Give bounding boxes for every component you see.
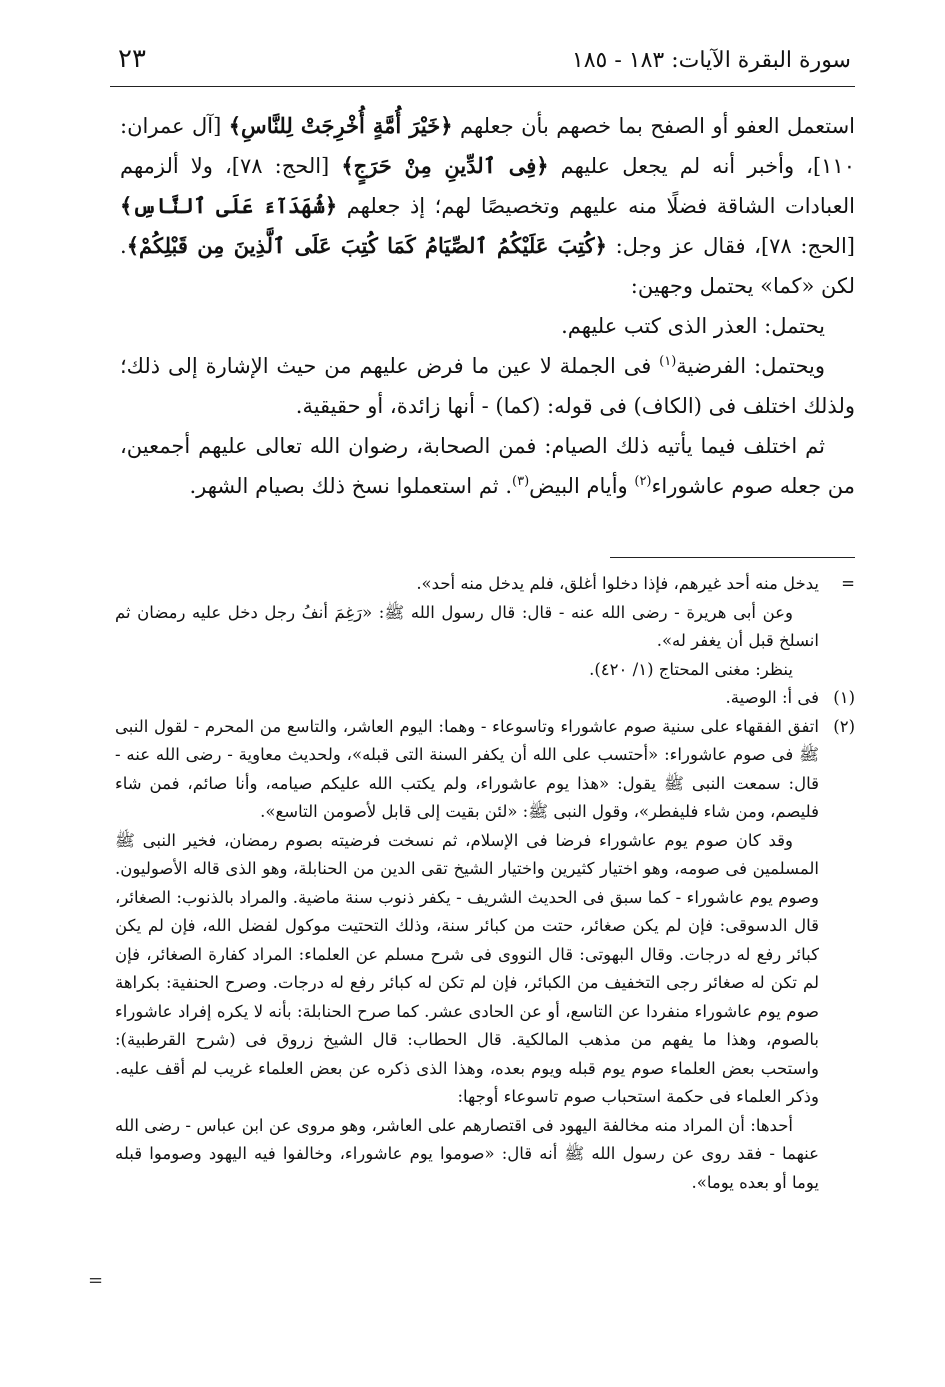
- text-run: فى الجملة لا عين ما فرض عليهم من حيث الإشارة إلى ذلك؛ ولذلك اختلف فى (الكاف) فى قوله: (كما) - أنها زائدة، أو حقيقية.: [120, 354, 855, 418]
- footnote-text: ينظر: مغنى المحتاج (١/ ٤٢٠).: [589, 659, 793, 679]
- quran-verse: ﴿كُتِبَ عَلَيْكُمُ ٱلصِّيَامُ كَمَا كُتِبَ عَلَى ٱلَّذِينَ مِن قَبْلِكُمْ﴾: [126, 233, 607, 258]
- footnote-text: يدخل منه أحد غيرهم، فإذا دخلوا أغلق، فلم يدخل منه أحد».: [416, 574, 819, 593]
- footnote-text: أحدها: أن المراد منه مخالفة اليهود فى اقتصارهم على العاشر، وهو مروى عن ابن عباس - رضى الله عنهما - فقد روى عن رسول الله ﷺ أنه قال: «صوموا يوم عاشوراء، وخالفوا فيه اليهود وصوموا قبله يوما أو بعده يوما».: [115, 1115, 819, 1192]
- footnote-divider: [610, 557, 855, 558]
- footnote-2-para-3: [115, 1112, 855, 1198]
- paragraph-1: [120, 106, 855, 306]
- paragraph-2: يحتمل: العذر الذى كتب عليهم.: [561, 314, 825, 338]
- text-run: وأيام البيض: [529, 474, 635, 498]
- quran-verse: ﴿شُهَدَآءَ عَلَى ٱلنَّاسِ﴾: [120, 193, 338, 218]
- footnote-continued-2: [115, 599, 855, 656]
- text-run: [الحج: ٧٨]، فقال عز وجل:: [606, 234, 855, 258]
- footnote-continued: [115, 570, 855, 599]
- footnote-ref[interactable]: (٣): [512, 474, 530, 489]
- paragraph-3: [120, 346, 855, 426]
- continuation-mark-bottom: =: [88, 1270, 104, 1291]
- footnote-number: (١): [833, 688, 855, 707]
- footnote-text: وعن أبى هريرة - رضى الله عنه - قال: قال رسول الله ﷺ: «رَغِمَ أنفُ رجل دخل عليه رمضان ثم انسلخ قبل أن يغفر له».: [115, 602, 819, 650]
- text-run: . لكن «كما» يحتمل وجهين:: [120, 234, 855, 298]
- footnote-2: [115, 713, 855, 827]
- footnote-ref[interactable]: (١): [659, 354, 677, 369]
- quran-verse: ﴿فِى ٱلدِّينِ مِنْ حَرَجٍ﴾: [341, 153, 549, 178]
- footnote-text: وقد كان صوم يوم عاشوراء فرضا فى الإسلام، ثم نسخت فرضيته بصوم رمضان، فخير النبى ﷺ المسلمين فى صومه، وهو اختيار كثيرين واختيار الشيخ تقى الدين من الحنابلة، وهو الذى قاله الأصوليون. وصوم يوم عاشوراء - كما سبق فى الحديث الشريف - يكفر ذنوب سنة ماضية. والمراد بالذنوب: الصغائر، قال الدسوقى: فإن لم يكن صغائر، حتت من كبائر سنة، وذلك التحتيت موكول لفضل الله، فإن لم يكن كبائر رفع له درجات. وقال البهوتى: قال النووى فى شرح مسلم عن العلماء: المراد كفارة الصغائر، فإن لم تكن له صغائر رجى التخفيف من الكبائر، فإن لم تكن له كبائر رفع له درجات. وصرح الحنفية: بكراهة صوم يوم عاشوراء منفردا عن التاسع، أو عن الحادى عشر. كما صرح الحنابلة: بأنه لا يكره إفراد عاشوراء بالصوم، وهذا ما يفهم من مذهب المالكية. قال الحطاب: قال الشيخ زروق فى (شرح القرطبية): واستحب بعض العلماء صوم يوم قبله ويوم بعده، وهذا الذى ذكره عن بعض العلماء غريب لم أقف عليه. وذكر العلماء فى حكمة استحباب صوم تاسوعاء أوجها:: [115, 830, 819, 1106]
- footnote-number: (٢): [833, 716, 855, 736]
- quran-verse: ﴿خَيْرَ أُمَّةٍ أُخْرِجَتْ لِلنَّاسِ﴾: [228, 113, 453, 138]
- text-run: استعمل العفو أو الصفح بما خصهم بأن جعلهم: [452, 114, 855, 138]
- footnote-text: اتفق الفقهاء على سنية صوم عاشوراء وتاسوعاء - وهما: اليوم العاشر، والتاسع من المحرم - لقول النبى ﷺ فى صوم عاشوراء: «أحتسب على الله أن يكفر السنة التى قبله»، ولحديث معاوية - رضى الله عنه - قال: سمعت النبى ﷺ يقول: «هذا يوم عاشوراء، ولم يكتب الله عليكم صيامه، وأنا صائم، فمن شاء فليصم، ومن شاء فليفطر»، وقول النبى ﷺ: «لئن بقيت إلى قابل لأصومن التاسع».: [115, 716, 819, 821]
- paragraph-4: [120, 426, 855, 506]
- text-run: . ثم استعملوا نسخ ذلك بصيام الشهر.: [189, 474, 512, 498]
- text-run: [الحج: ٧٨]، ولا ألزمهم العبادات الشاقة فضلًا منه عليهم وتخصيصًا لهم؛ إذ جعلهم: [120, 154, 855, 218]
- footnote-ref[interactable]: (٢): [634, 474, 652, 489]
- page-header: [110, 42, 855, 87]
- footnote-2-para-2: [115, 827, 855, 1112]
- text-run: ويحتمل: الفرضية: [676, 354, 826, 378]
- main-text: [120, 106, 855, 506]
- footnote-continued-3: [115, 656, 855, 685]
- continuation-mark: =: [841, 574, 855, 593]
- footnotes: [115, 570, 855, 1197]
- page-number: ٢٣: [118, 44, 146, 74]
- running-title: سورة البقرة الآيات: ١٨٣ - ١٨٥: [571, 48, 851, 73]
- text-run: [آل عمران: ١١٠]، وأخبر أنه لم يجعل عليهم: [120, 114, 855, 178]
- footnote-1: [115, 684, 855, 713]
- footnote-text: فى أ: الوصية.: [725, 688, 819, 707]
- text-run: ثم اختلف فيما يأتيه ذلك الصيام: فمن الصحابة، رضوان الله تعالى عليهم أجمعين، من جعله صوم عاشوراء: [120, 434, 855, 498]
